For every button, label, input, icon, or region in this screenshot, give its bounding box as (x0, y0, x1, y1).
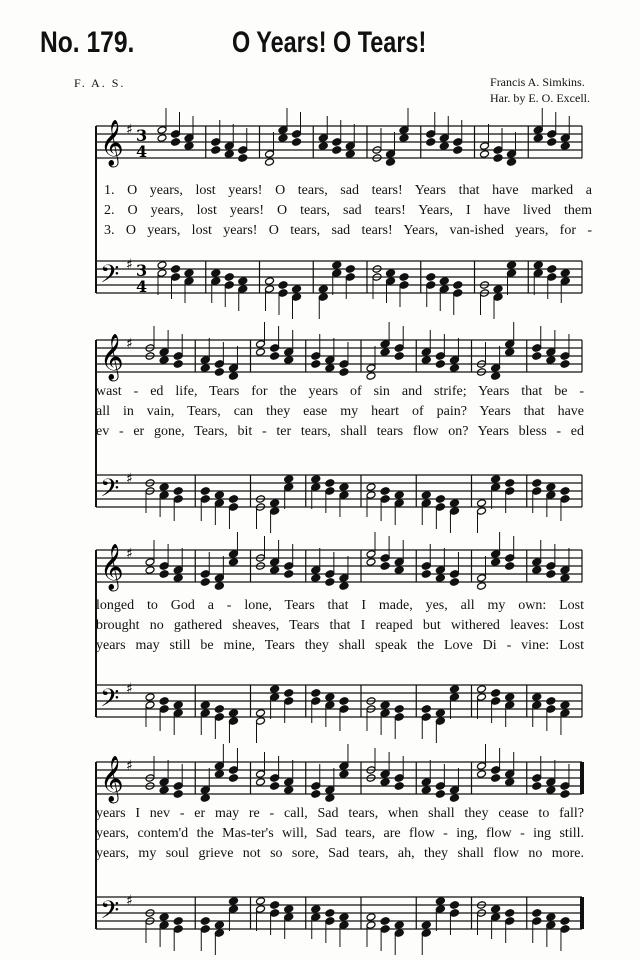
music-system-2 (0, 320, 640, 538)
music-system-4 (0, 742, 640, 960)
svg-text:♯: ♯ (126, 122, 133, 138)
lyric-verse-3-line: 3. O years, lost years! O tears, sad tears! Years, van-ished years, for - (104, 223, 592, 238)
svg-text:𝄢: 𝄢 (100, 684, 120, 719)
svg-text:3: 3 (136, 126, 148, 145)
composer-credit (490, 74, 590, 106)
lyric-verse-1-line: 1. O years, lost years! O tears, sad tears! Years that have marked a (104, 183, 592, 198)
svg-text:♯: ♯ (126, 257, 133, 273)
hymn-header (0, 0, 640, 110)
music-system-3 (0, 530, 640, 748)
svg-text:♯: ♯ (126, 681, 133, 697)
lyric-verse-2-line: brought no gathered sheaves, Tears that I reaped but withered leaves: Lost (96, 618, 584, 633)
lyric-verse-1-line: years I nev - er may re - call, Sad tears, when shall they cease to fall? (96, 806, 584, 821)
hymn-number: No. 179. (40, 26, 135, 59)
lyric-verse-2-line: 2. O years, lost years! O tears, sad tears! Years, I have lived them (104, 203, 592, 218)
svg-text:4: 4 (136, 142, 148, 161)
svg-text:𝄞: 𝄞 (100, 120, 124, 166)
lyric-verse-2-line: all in vain, Tears, can they ease my heart of pain? Years that have (96, 404, 584, 419)
svg-text:𝄢: 𝄢 (100, 260, 120, 295)
svg-text:3: 3 (136, 261, 148, 280)
composer-line-2: Har. by E. O. Excell. (490, 91, 590, 105)
svg-text:𝄞: 𝄞 (100, 756, 124, 802)
svg-text:♯: ♯ (126, 758, 133, 774)
svg-text:♯: ♯ (126, 546, 133, 562)
lyric-verse-1-line: wast - ed life, Tears for the years of sin and strife; Years that be - (96, 384, 584, 399)
svg-text:𝄞: 𝄞 (100, 544, 124, 590)
hymn-title: O Years! O Tears! (232, 26, 427, 59)
lyric-verse-3-line: years may still be mine, Tears they shall speak the Love Di - vine: Lost (96, 638, 584, 653)
svg-text:♯: ♯ (126, 893, 133, 909)
svg-text:♯: ♯ (126, 471, 133, 487)
svg-text:4: 4 (136, 277, 148, 296)
svg-text:𝄢: 𝄢 (100, 474, 120, 509)
svg-text:𝄞: 𝄞 (100, 334, 124, 380)
lyric-verse-1-line: longed to God a - lone, Tears that I made, yes, all my own: Lost (96, 598, 584, 613)
composer-line-1: Francis A. Simkins. (490, 75, 585, 89)
lyricist-credit: F. A. S. (74, 76, 126, 90)
lyric-verse-3-line: ev - er gone, Tears, bit - ter tears, shall tears flow on? Years bless - ed (96, 424, 584, 439)
svg-text:𝄢: 𝄢 (100, 896, 120, 931)
lyric-verse-2-line: years, contem'd the Mas-ter's will, Sad tears, are flow - ing, flow - ing still. (96, 826, 584, 841)
lyric-verse-3-line: years, my soul grieve not so sore, Sad tears, ah, they shall flow no more. (96, 846, 584, 861)
svg-text:♯: ♯ (126, 336, 133, 352)
music-system-1 (0, 106, 640, 324)
